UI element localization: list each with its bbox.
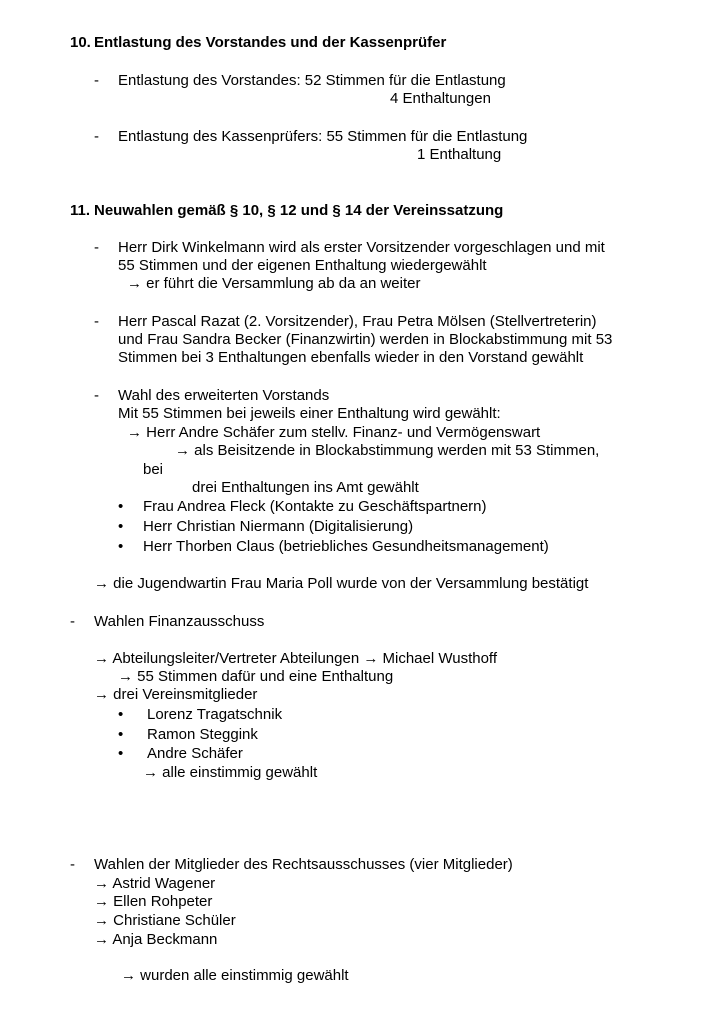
list-item: Herr Thorben Claus (betriebliches Gesundheitsmanagement) xyxy=(143,538,549,555)
arrow-line: → 55 Stimmen dafür und eine Enthaltung xyxy=(118,668,394,685)
arrow-line: → wurden alle einstimmig gewählt xyxy=(121,967,349,984)
section-10-heading: Entlastung des Vorstandes und der Kassenprüfer xyxy=(94,34,447,51)
paragraph-line: Wahl des erweiterten Vorstands xyxy=(118,387,330,404)
paragraph-line: Mit 55 Stimmen bei jeweils einer Enthaltung wird gewählt: xyxy=(118,405,501,422)
dash-marker: - xyxy=(94,72,99,89)
list-item: → Anja Beckmann xyxy=(94,931,218,948)
dash-marker: - xyxy=(94,128,99,145)
dash-marker: - xyxy=(94,387,99,404)
dash-marker: - xyxy=(94,239,99,256)
arrow-line: → drei Vereinsmitglieder xyxy=(94,686,258,703)
bullet-icon: • xyxy=(118,745,124,762)
board-discharge-abstentions: 4 Enthaltungen xyxy=(390,90,491,107)
arrow-line: → als Beisitzende in Blockabstimmung werden mit 53 Stimmen, xyxy=(175,442,600,459)
paragraph-line: Herr Pascal Razat (2. Vorsitzender), Frau Petra Mölsen (Stellvertreterin) xyxy=(118,313,597,330)
section-11-number: 11. xyxy=(70,202,91,219)
paragraph-line: Herr Dirk Winkelmann wird als erster Vorsitzender vorgeschlagen und mit xyxy=(118,239,605,256)
bullet-icon: • xyxy=(118,706,124,723)
legal-committee-title: Wahlen der Mitglieder des Rechtsausschusses (vier Mitglieder) xyxy=(94,856,513,873)
paragraph-line: 55 Stimmen und der eigenen Enthaltung wiedergewählt xyxy=(118,257,487,274)
auditor-discharge-abstentions: 1 Enthaltung xyxy=(417,146,502,163)
dash-marker: - xyxy=(70,856,75,873)
dash-marker: - xyxy=(70,613,75,630)
board-discharge-line: Entlastung des Vorstandes: 52 Stimmen für die Entlastung xyxy=(118,72,506,89)
dash-marker: - xyxy=(94,313,99,330)
youth-warden-note: → die Jugendwartin Frau Maria Poll wurde von der Versammlung bestätigt xyxy=(94,575,589,592)
paragraph-line: Stimmen bei 3 Enthaltungen ebenfalls wieder in den Vorstand gewählt xyxy=(118,349,584,366)
list-item: Herr Christian Niermann (Digitalisierung) xyxy=(143,518,414,535)
auditor-discharge-line: Entlastung des Kassenprüfers: 55 Stimmen für die Entlastung xyxy=(118,128,528,145)
list-item: Frau Andrea Fleck (Kontakte zu Geschäftspartnern) xyxy=(143,498,487,515)
bullet-icon: • xyxy=(118,518,124,535)
bullet-icon: • xyxy=(118,538,124,555)
arrow-line: → alle einstimmig gewählt xyxy=(143,764,318,781)
list-item: → Ellen Rohpeter xyxy=(94,893,213,910)
list-item: Andre Schäfer xyxy=(147,745,243,762)
list-item: Ramon Steggink xyxy=(147,726,258,743)
section-10-number: 10. xyxy=(70,34,91,51)
list-item: → Christiane Schüler xyxy=(94,912,236,929)
paragraph-line: und Frau Sandra Becker (Finanzwirtin) werden in Blockabstimmung mit 53 xyxy=(118,331,613,348)
list-item: Lorenz Tragatschnik xyxy=(147,706,283,723)
list-item: → Astrid Wagener xyxy=(94,875,216,892)
arrow-line: → Abteilungsleiter/Vertreter Abteilungen → Michael Wusthoff xyxy=(94,650,498,667)
arrow-line: → Herr Andre Schäfer zum stellv. Finanz- und Vermögenswart xyxy=(127,424,541,441)
finance-committee-title: Wahlen Finanzausschuss xyxy=(94,613,265,630)
arrow-line: → er führt die Versammlung ab da an weiter xyxy=(127,275,421,292)
paragraph-line: bei xyxy=(143,461,164,478)
bullet-icon: • xyxy=(118,726,124,743)
section-11-heading: Neuwahlen gemäß § 10, § 12 und § 14 der Vereinssatzung xyxy=(94,202,504,219)
paragraph-line: drei Enthaltungen ins Amt gewählt xyxy=(192,479,419,496)
bullet-icon: • xyxy=(118,498,124,515)
